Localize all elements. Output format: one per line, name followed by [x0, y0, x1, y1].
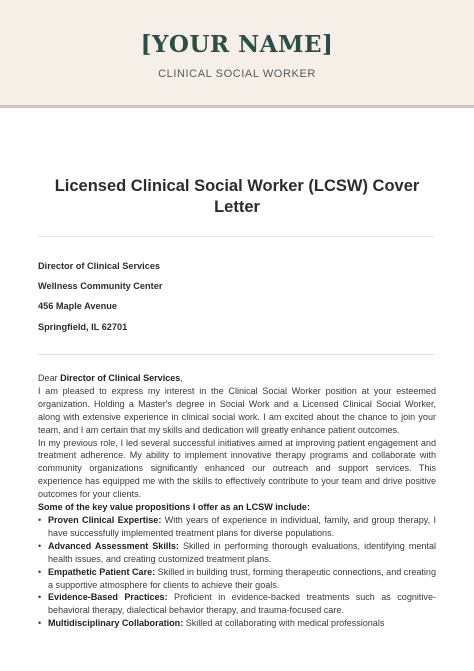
proposition-label: Evidence-Based Practices:: [48, 592, 168, 603]
recipient-street: 456 Maple Avenue: [38, 301, 117, 312]
propositions-heading: Some of the key value propositions I offer as an LCSW include:: [38, 502, 310, 513]
salutation-name: Director of Clinical Services: [60, 373, 181, 383]
list-item: [38, 514, 436, 540]
sender-role: CLINICAL SOCIAL WORKER: [158, 68, 316, 80]
proposition-text: Proficient in evidence-backed treatments such as cognitive-behavioral therapy, dialectical behavior therapy, and trauma-focused care.: [48, 592, 436, 616]
letterhead-divider: [0, 105, 474, 108]
recipient-address: [38, 256, 438, 337]
salutation-prefix: Dear: [38, 373, 61, 383]
bullet-icon: •: [38, 618, 42, 629]
list-item: [38, 566, 436, 592]
list-item: [38, 540, 436, 566]
proposition-text: Skilled at collaborating with medical professionals: [183, 618, 385, 629]
proposition-text: Skilled in performing thorough evaluations, identifying mental health issues, and creating customized treatment plans.: [48, 540, 437, 564]
propositions-list: [38, 514, 436, 630]
address-divider: [38, 354, 435, 355]
proposition-label: Multidisciplinary Collaboration:: [48, 618, 184, 629]
paragraph-experience: In my previous role, I led several successful initiatives aimed at improving patient engagement and treatment adherence. My ability to implement innovative therapy programs and collaborate with community organizations significantly enhanced our outreach and support services. This experience has equipped me with the skills to effectively contribute to your team and drive positive outcomes for your clients.: [38, 437, 436, 500]
proposition-label: Advanced Assessment Skills:: [48, 540, 179, 551]
letter-body: [38, 372, 436, 630]
salutation: [38, 372, 436, 385]
recipient-title: Director of Clinical Services: [38, 261, 161, 271]
bullet-icon: •: [38, 540, 42, 551]
list-item: [38, 591, 436, 617]
recipient-organization: Wellness Community Center: [38, 281, 163, 292]
proposition-text: With years of experience in individual, family, and group therapy, I have successfully implemented treatment plans for diverse populations.: [48, 514, 436, 538]
bullet-icon: •: [38, 514, 42, 525]
paragraph-intro: I am pleased to express my interest in the Clinical Social Worker position at your esteemed organization. Holding a Master's degree in Social Work and a Licensed Clinical Social Worker, along with extensive experience in clinical social work. I am excited about the chance to join your team, and I am certain that my skills and dedication will greatly enhance patient outcomes.: [38, 385, 436, 435]
proposition-text: Skilled in building trust, forming therapeutic connections, and creating a supportive atmosphere for clients to achieve their goals.: [48, 566, 436, 590]
bullet-icon: •: [38, 566, 42, 577]
document-title: Licensed Clinical Social Worker (LCSW) Cover Letter: [54, 177, 420, 216]
bullet-icon: •: [38, 592, 42, 603]
list-item: [38, 617, 436, 630]
proposition-label: Proven Clinical Expertise:: [48, 514, 162, 525]
recipient-city: Springfield, IL 62701: [38, 321, 128, 332]
salutation-suffix: ,: [180, 373, 183, 383]
proposition-label: Empathetic Patient Care:: [48, 566, 156, 577]
title-divider: [38, 236, 435, 237]
sender-name: [YOUR NAME]: [140, 31, 334, 58]
